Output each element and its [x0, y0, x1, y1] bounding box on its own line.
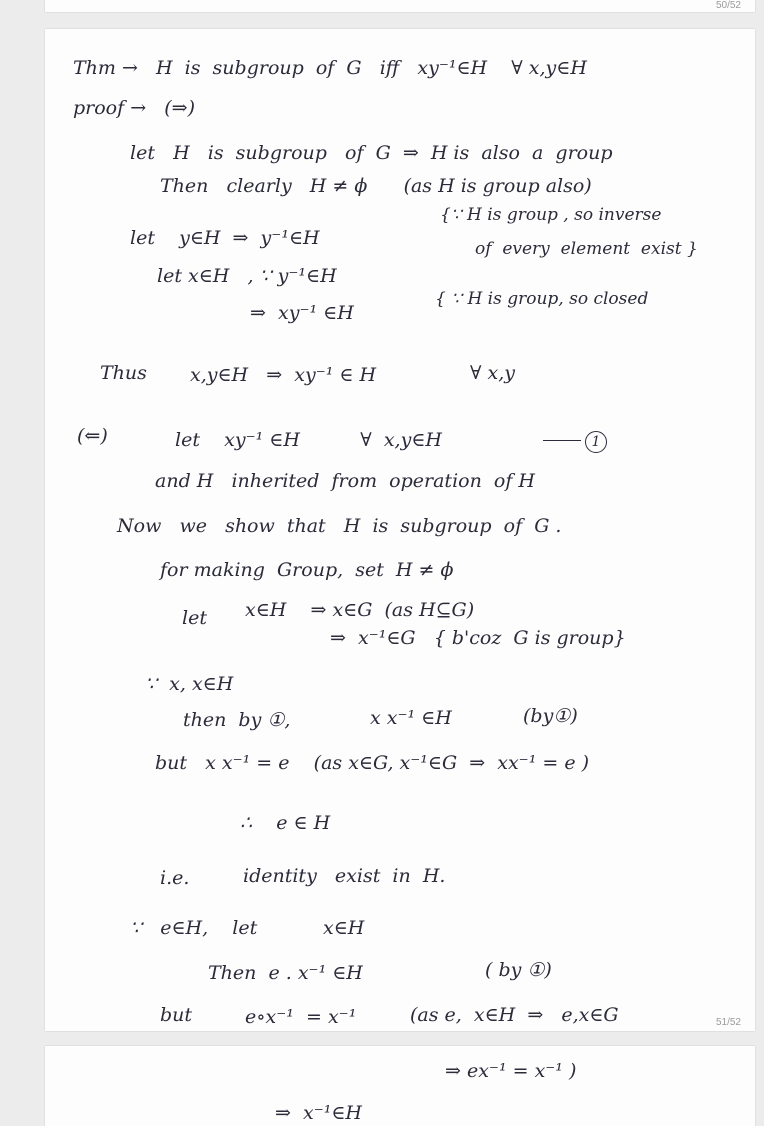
proof-line: ∵ e∈H, let — [130, 917, 258, 939]
proof-line: and H inherited from operation of H — [155, 470, 535, 492]
next-page — [45, 1046, 755, 1126]
proof-line: Then e . x⁻¹ ∈H — [208, 962, 363, 984]
equation-number-marker — [543, 431, 605, 451]
page-number-previous: 50/52 — [715, 0, 741, 11]
proof-line: ∵ x, x∈H — [145, 673, 234, 695]
proof-note: of every element exist } — [475, 239, 698, 259]
proof-line: let x∈H , ∵ y⁻¹∈H — [157, 265, 337, 287]
proof-line: let y∈H ⇒ y⁻¹∈H — [130, 227, 320, 249]
proof-note: { ∵ H is group, so closed — [435, 289, 649, 309]
proof-line: ∀ x,y — [470, 362, 515, 384]
proof-line: ∴ e ∈ H — [240, 812, 331, 834]
proof-line-partial: ⇒ x⁻¹∈H — [275, 1102, 362, 1124]
proof-line: ⇒ xy⁻¹ ∈H — [250, 302, 354, 324]
proof-line: Now we show that H is subgroup of G . — [117, 515, 562, 537]
proof-line: ⇒ ex⁻¹ = x⁻¹ ) — [445, 1060, 577, 1082]
notes-page — [45, 29, 755, 1031]
proof-line: let H is subgroup of G ⇒ H is also a group — [130, 142, 613, 164]
proof-line: ( by ①) — [485, 959, 552, 981]
previous-page — [45, 0, 755, 12]
proof-line: then by ①, — [183, 709, 291, 731]
proof-heading: proof → (⇒) — [73, 97, 195, 119]
proof-line: ⇒ x⁻¹∈G { b'coz G is group} — [330, 627, 626, 649]
proof-note: {∵ H is group , so inverse — [440, 205, 662, 225]
proof-line: i.e. — [160, 867, 190, 889]
page-number-current: 51/52 — [715, 1017, 741, 1028]
proof-line: let — [182, 607, 207, 629]
theorem-statement: Thm → H is subgroup of G iff xy⁻¹∈H ∀ x,y∈H — [73, 57, 587, 79]
proof-line: e∘x⁻¹ = x⁻¹ — [245, 1006, 357, 1028]
proof-line: (by①) — [523, 705, 578, 727]
converse-heading: (⇐) — [77, 425, 108, 447]
proof-line: for making Group, set H ≠ ϕ — [160, 559, 454, 581]
proof-line: but — [160, 1004, 193, 1026]
equation-number: 1 — [585, 431, 607, 453]
proof-line: but x x⁻¹ = e (as x∈G, x⁻¹∈G ⇒ xx⁻¹ = e ) — [155, 752, 590, 774]
proof-line: (as e, x∈H ⇒ e,x∈G — [410, 1004, 619, 1026]
proof-line: x x⁻¹ ∈H — [370, 707, 452, 729]
proof-line: x∈H — [323, 917, 365, 939]
proof-line: Then clearly H ≠ ϕ (as H is group also) — [160, 175, 592, 197]
proof-line: x,y∈H ⇒ xy⁻¹ ∈ H — [190, 364, 377, 386]
proof-line: identity exist in H. — [243, 865, 446, 887]
proof-line: Thus — [100, 362, 147, 384]
proof-line: x∈H ⇒ x∈G (as H⊆G) — [245, 599, 475, 621]
proof-line: let xy⁻¹ ∈H ∀ x,y∈H — [175, 429, 442, 451]
